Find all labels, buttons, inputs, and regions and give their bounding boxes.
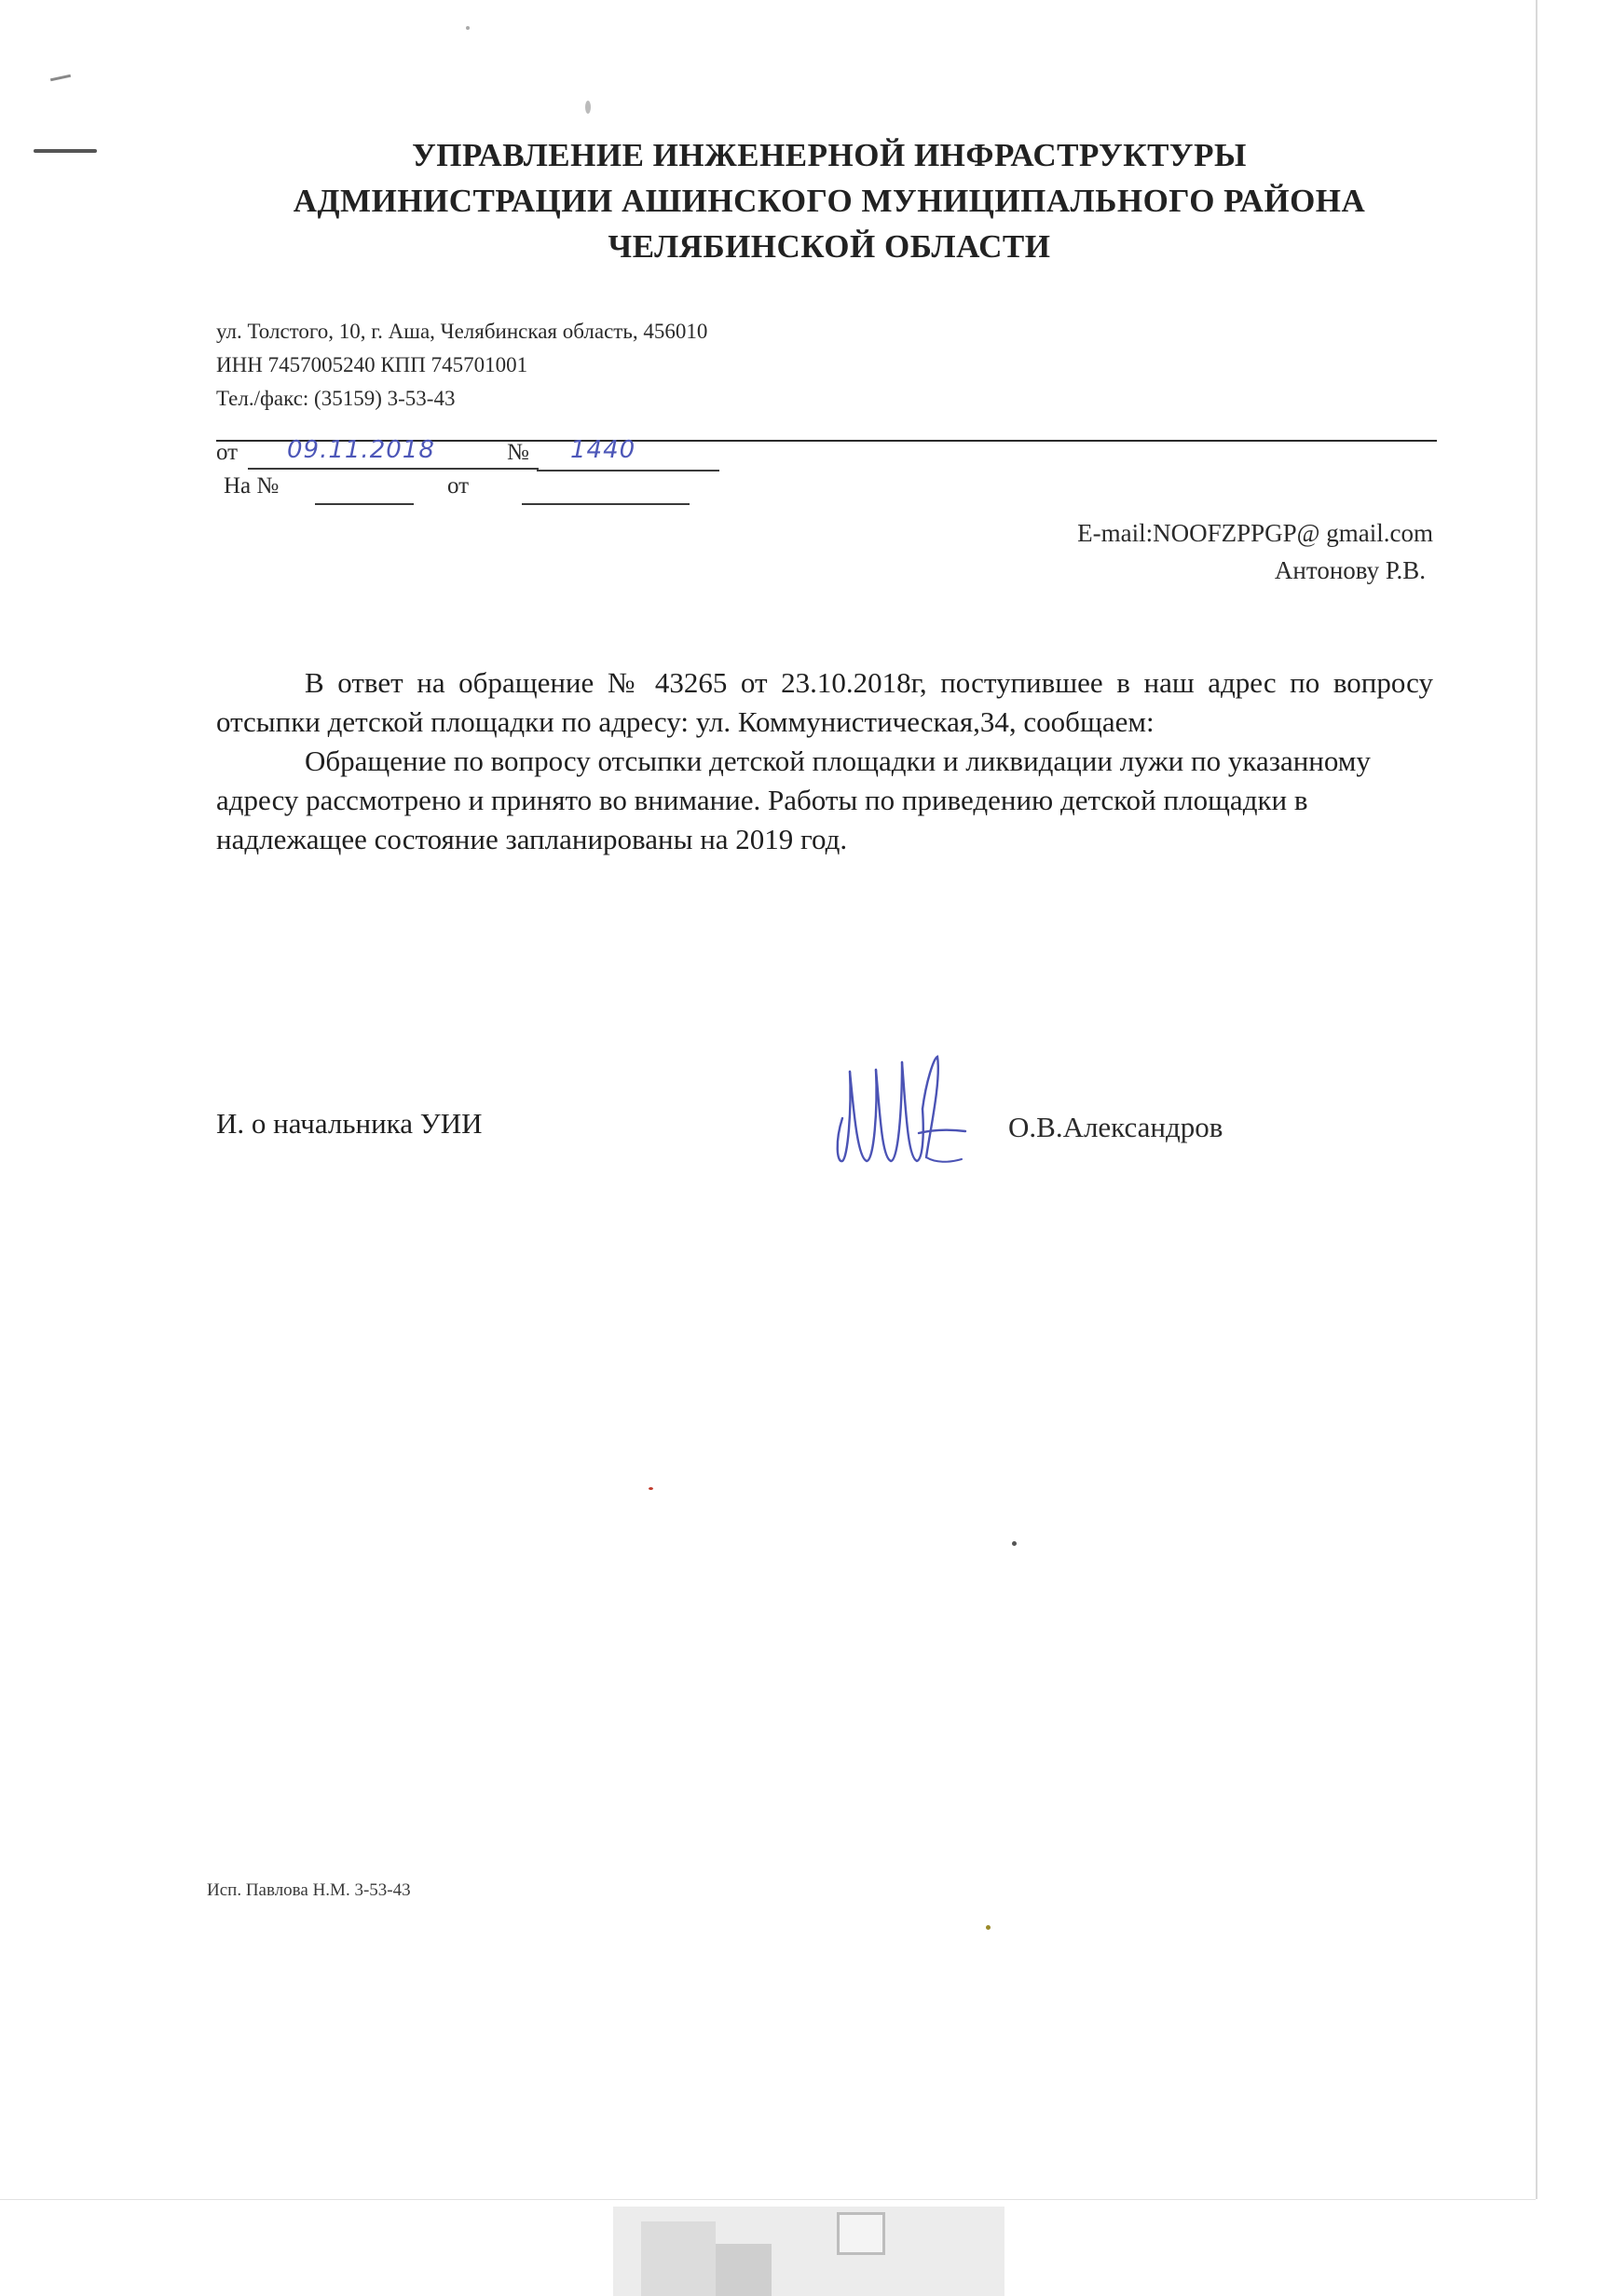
date-underline [248,468,539,470]
scan-speck [585,101,591,114]
letterhead-line: УПРАВЛЕНИЕ ИНЖЕНЕРНОЙ ИНФРАСТРУКТУРЫ [412,137,1247,173]
scan-artifact [716,2244,772,2296]
number-underline [537,470,719,472]
letterhead-line: ЧЕЛЯБИНСКОЙ ОБЛАСТИ [608,228,1051,265]
recipient-email: E-mail:NOOFZPPGP@ gmail.com [1077,519,1433,547]
scan-speck [1012,1541,1017,1546]
number-label: № [507,440,529,465]
letterhead-line: АДМИНИСТРАЦИИ АШИНСКОГО МУНИЦИПАЛЬНОГО РАЙОНА [293,183,1366,219]
signatory-name: О.В.Александров [1008,1111,1223,1143]
scan-artifact [641,2221,716,2296]
outgoing-date: 09.11.2018 [287,436,435,464]
outgoing-number: 1440 [570,436,636,464]
signatory-title: И. о начальника УИИ [216,1107,483,1140]
scan-edge-right [1536,0,1538,2199]
scan-edge-bottom [0,2199,1536,2200]
scan-mark [50,75,71,82]
org-address: ул. Толстого, 10, г. Аша, Челябинская область, 456010 [216,320,708,343]
handwritten-signature [829,1053,969,1172]
body-paragraph: Обращение по вопросу отсыпки детской площадки и ликвидации лужи по указанному адресу рассмотрено и принято во внимание. Работы по приведению детской площадки в надлежащее состояние запланированы на 2019 год. [216,745,1371,855]
reply-label: На № [224,473,280,499]
organization-details [216,315,707,416]
from-label: от [216,440,239,465]
reply-number-underline [315,503,414,505]
letterhead-title [233,132,1426,269]
scan-speck [649,1487,653,1490]
reply-from-label: от [447,473,470,499]
scan-mark [34,149,97,153]
recipient-name: Антонову Р.В. [1274,556,1426,584]
scan-speck [986,1925,991,1930]
body-paragraph: В ответ на обращение № 43265 от 23.10.2018г, поступившее в наш адрес по вопросу отсыпки детской площадки по адресу: ул. Коммунистическая,34, сообщаем: [216,666,1433,738]
executor-note: Исп. Павлова Н.М. 3-53-43 [207,1880,411,1900]
letter-body [216,663,1433,859]
scan-bottom-strip [613,2207,1004,2296]
recipient-block [1077,514,1433,589]
reply-date-underline [522,503,690,505]
scan-speck [466,26,470,30]
org-inn-kpp: ИНН 7457005240 КПП 745701001 [216,353,528,376]
org-phone: Тел./факс: (35159) 3-53-43 [216,387,456,410]
scan-artifact [837,2212,885,2255]
